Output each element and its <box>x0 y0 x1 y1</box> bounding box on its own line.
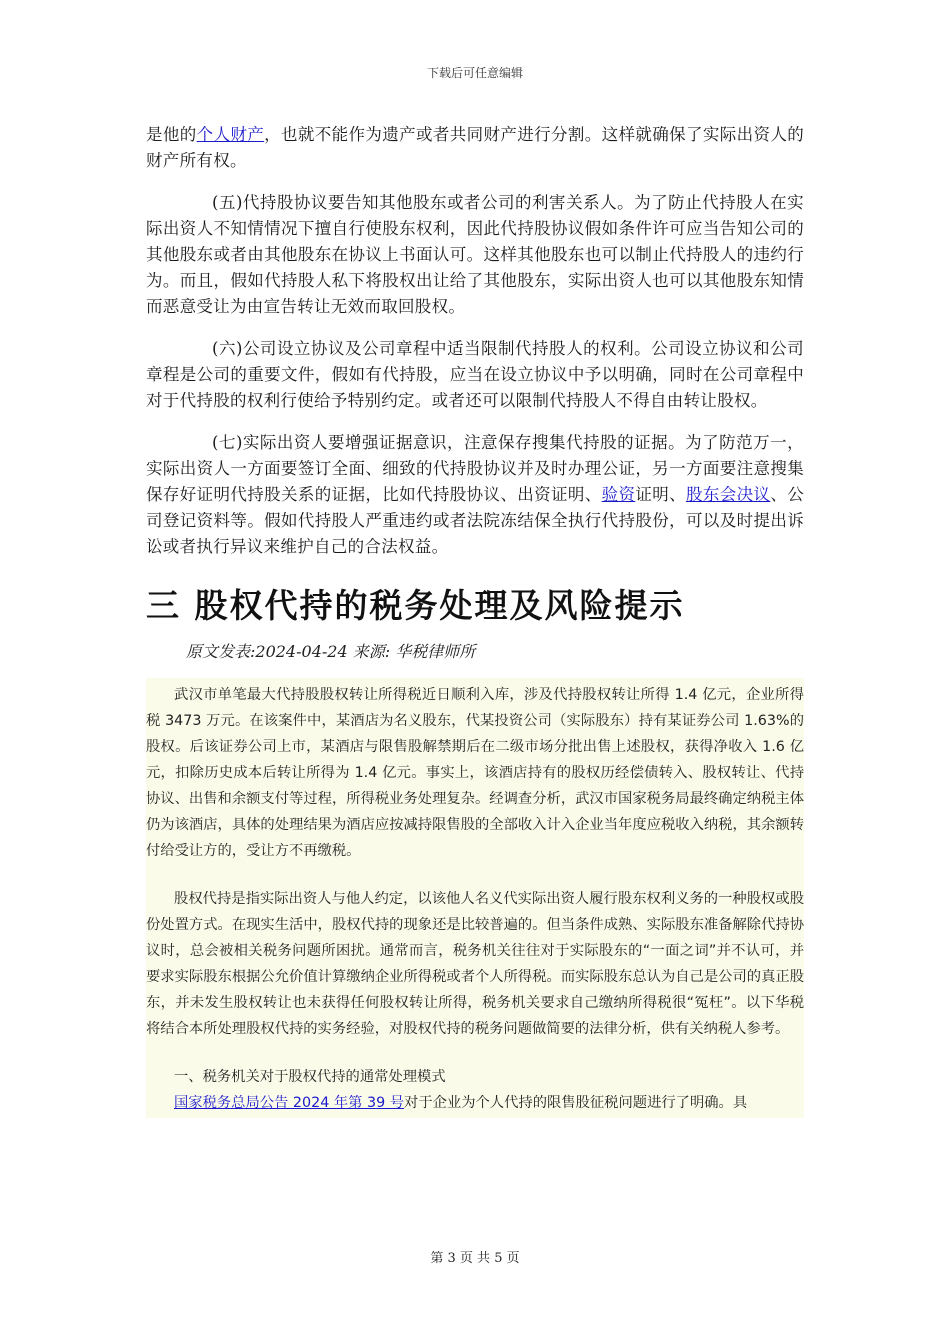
quoted-article-box <box>146 678 804 1118</box>
article-paragraph-definition: 股权代持是指实际出资人与他人约定，以该他人名义代实际出资人履行股东权利义务的一种股权或股份处置方式。在现实生活中，股权代持的现象还是比较普遍的。但当条件成熟、实际股东准备解除代持协议时，总会被相关税务问题所困扰。通常而言，税务机关往往对于实际股东的“一面之词”并不认可，并要求实际股东根据公允价值计算缴纳企业所得税或者个人所得税。而实际股东总认为自己是公司的真正股东，并未发生股权转让也未获得任何股权转让所得，税务机关要求自己缴纳所得税很“冤枉”。以下华税将结合本所处理股权代持的实务经验，对股权代持的税务问题做简要的法律分析，供有关纳税人参考。 <box>146 891 804 1037</box>
article-meta: 原文发表:2024-04-24 来源: 华税律师所 <box>186 642 476 661</box>
link-personal-property[interactable]: 个人财产 <box>196 125 265 144</box>
link-capital-verification[interactable]: 验资 <box>601 485 636 504</box>
article-paragraph-announcement: 国家税务总局公告 2024 年第 39 号对于企业为个人代持的限售股征税问题进行了明确。具 <box>174 1095 748 1111</box>
paragraph-item-5: (五)代持股协议要告知其他股东或者公司的利害关系人。为了防止代持股人在实际出资人不知情情况下擅自行使股东权利，因此代持股协议假如条件许可应当告知公司的其他股东或者由其他股东在协议上书面认可。这样其他股东也可以制止代持股人的违约行为。而且，假如代持股人私下将股权出让给了其他股东，实际出资人也可以其他股东知情而恶意受让为由宣告转让无效而取回股权。 <box>146 193 804 316</box>
paragraph-item-7: (七)实际出资人要增强证据意识，注意保存搜集代持股的证据。为了防范万一，实际出资人一方面要签订全面、细致的代持股协议并及时办理公证，另一方面要注意搜集保存好证明代持股关系的证据，比如代持股协议、出资证明、验资证明、股东会决议、公司登记资料等。假如代持股人严重违约或者法院冻结保全执行代持股份，可以及时提出诉讼或者执行异议来维护自己的合法权益。 <box>146 433 805 556</box>
section-title: 三 股权代持的税务处理及风险提示 <box>146 586 685 625</box>
link-announcement-39[interactable]: 国家税务总局公告 2024 年第 39 号 <box>174 1095 405 1111</box>
paragraph-property-rights: 是他的个人财产，也就不能作为遗产或者共同财产进行分割。这样就确保了实际出资人的财产所有权。 <box>146 125 804 170</box>
link-shareholders-resolution[interactable]: 股东会决议 <box>685 485 771 504</box>
article-paragraph-case: 武汉市单笔最大代持股股权转让所得税近日顺利入库，涉及代持股权转让所得 1.4 亿元，企业所得税 3473 万元。在该案件中，某酒店为名义股东，代某投资公司（实际股东）持有某证券公司 1.63%的股权。后该证券公司上市，某酒店与限售股解禁期后在二级市场分批出售上述股权，获得净收入 1.6 亿元，扣除历史成本后转让所得为 1.4 亿元。事实上，该酒店持有的股权历经偿债转入、股权转让、代持协议、出售和余额支付等过程，所得税业务处理复杂。经调查分析，武汉市国家税务局最终确定纳税主体仍为该酒店，具体的处理结果为酒店应按减持限售股的全部收入计入企业当年度应税收入纳税，其余额转付给受让方的，受让方不再缴税。 <box>146 687 804 859</box>
paragraph-item-6: (六)公司设立协议及公司章程中适当限制代持股人的权利。公司设立协议和公司章程是公司的重要文件，假如有代持股，应当在设立协议中予以明确，同时在公司章程中对于代持股的权利行使给予特别约定。或者还可以限制代持股人不得自由转让股权。 <box>146 339 804 410</box>
page-header: 下载后可任意编辑 <box>426 66 523 80</box>
page-footer: 第 3 页 共 5 页 <box>430 1251 520 1266</box>
article-subheading: 一、税务机关对于股权代持的通常处理模式 <box>174 1069 446 1085</box>
document-body <box>146 122 804 1118</box>
